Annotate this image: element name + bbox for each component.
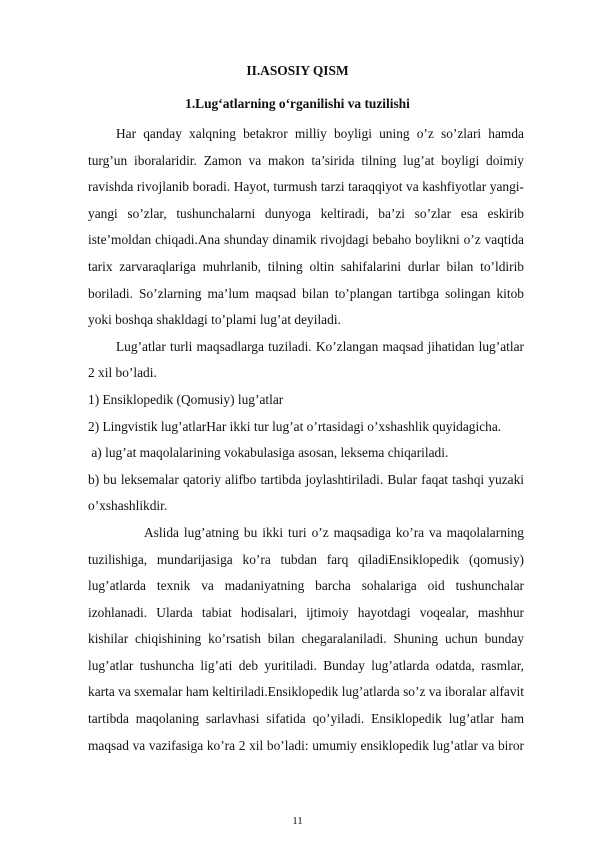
paragraph-differences: Aslida lug’atning bu ikki turi o’z maqsadiga ko’ra va maqolalarning tuzilishiga, mundarijasiga ko’ra tubdan farq qiladiEnsiklopedik (qomusiy) lug’atlarda texnik va madaniyatning barcha sohalariga oid tushunchalar izohlanadi. Ularda tabiat hodisalari, ijtimoiy hayotdagi voqealar, mashhur kishilar chiqishining ko’rsatish bilan chegaralaniladi. Shuning uchun bunday lug’atlar tushuncha lig’ati deb yuritiladi. Bunday lug’atlarda odatda, rasmlar, karta va sxemalar ham keltiriladi.Ensiklopedik lug’atlarda so’z va iboralar alfavit tartibda maqolaning sarlavhasi sifatida qo’yiladi. Ensiklopedik lug’atlar ham maqsad va vazifasiga ko’ra 2 xil bo’ladi: umumiy ensiklopedik lug’atlar va biror — [88, 524, 524, 753]
list-item-b: b) bu leksemalar qatoriy alifbo tartibda joylashtiriladi. Bular faqat tashqi yuzaki o’xshashlikdir. — [88, 471, 524, 514]
list-item-a: a) lug’at maqolalarining vokabulasiga asosan, leksema chiqariladi. — [88, 445, 449, 461]
subsection-title: 1.Lug‘atlarning o‘rganilishi va tuzilishi — [185, 96, 410, 111]
list-item-encyclopedic: 1) Ensiklopedik (Qomusiy) lug’atlar — [88, 391, 284, 407]
page-number: 11 — [292, 815, 303, 827]
paragraph-intro: Har qanday xalqning betakror milliy boyligi uning o’z so’zlari hamda turg’un iboralaridir. Zamon va makon ta’sirida tilning lug’at boyligi doimiy ravishda rivojlanib boradi. Hayot, turmush tarzi taraqqiyot va kashfiyotlar yangi-yangi so’zlar, tushunchalarni dunyoga keltiradi, ba’zi so’zlar esa eskirib iste’moldan chiqadi.Ana shunday dinamik rivojdagi bebaho boylikni o’z vaqtida tarix zarvaraqlariga muhrlanib, tilning oltin sahifalarini durlar bilan to’ldirib boriladi. So’zlarning ma’lum maqsad bilan to’plangan tartibga solingan kitob yoki boshqa shakldagi to’plami lug’at deyiladi. — [88, 126, 524, 328]
paragraph-types: Lug’atlar turli maqsadlarga tuziladi. Ko’zlangan maqsad jihatidan lug’atlar 2 xil bo’ladi. — [88, 338, 524, 381]
section-title: II.ASOSIY QISM — [246, 63, 349, 78]
list-item-linguistic: 2) Lingvistik lug’atlarHar ikki tur lug’at o’rtasidagi o’xshashlik quyidagicha. — [88, 418, 502, 434]
body-text — [88, 121, 524, 759]
